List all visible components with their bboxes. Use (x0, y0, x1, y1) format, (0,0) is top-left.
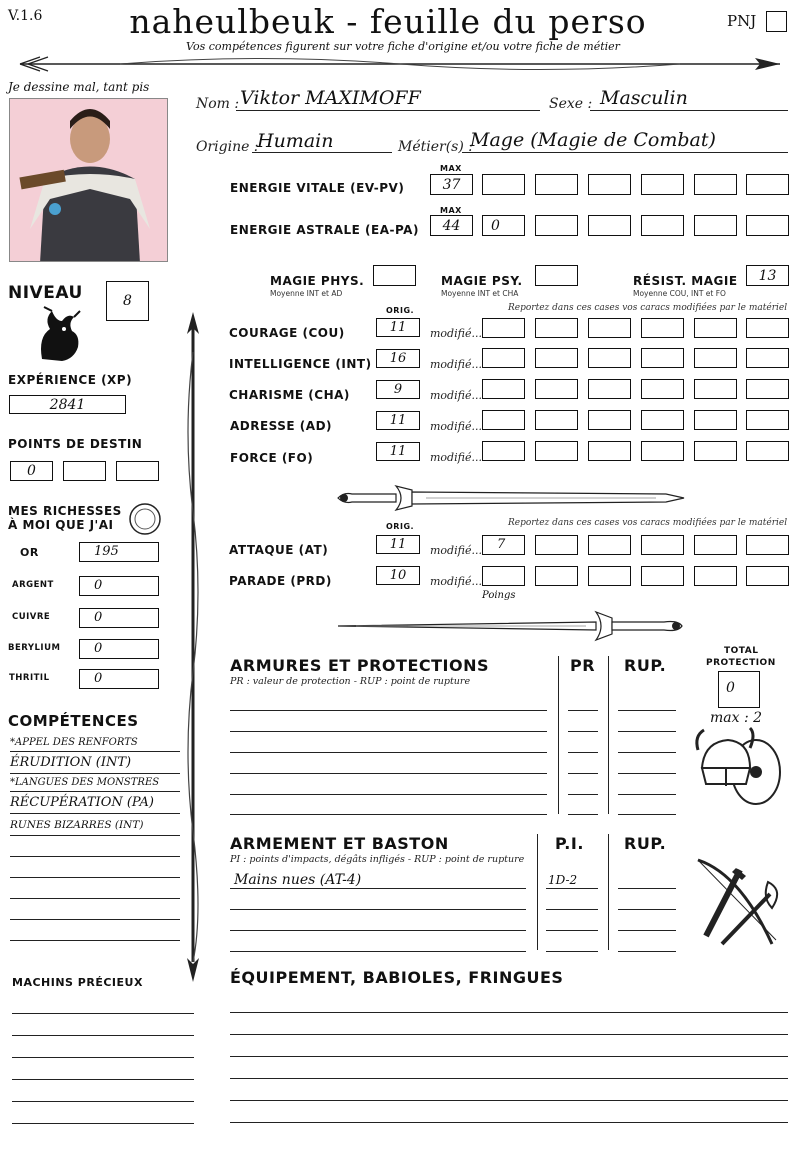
courage-mod-2[interactable] (535, 318, 578, 338)
courage-mod-1[interactable] (482, 318, 525, 338)
max-label: MAX (440, 164, 462, 173)
max-label-2: MAX (440, 206, 462, 215)
attaque-orig[interactable]: 11 (376, 535, 420, 554)
force-mod-3[interactable] (588, 441, 631, 461)
competence-item[interactable] (10, 857, 180, 878)
ea-label: ENERGIE ASTRALE (EA-PA) (230, 223, 419, 237)
staff-decoration (180, 312, 206, 982)
armures-title: ARMURES ET PROTECTIONS (230, 656, 489, 675)
sexe-label: Sexe : (549, 96, 593, 112)
cuivre-field[interactable]: 0 (79, 608, 159, 628)
total-protection-label-1: TOTAL (724, 646, 759, 656)
adresse-mod-5[interactable] (694, 410, 737, 430)
courage-mod-6[interactable] (746, 318, 789, 338)
total-protection-label-2: PROTECTION (706, 658, 776, 668)
page-title: naheulbeuk - feuille du perso (129, 2, 647, 41)
portrait (9, 98, 168, 262)
ea-max-field[interactable]: 44 (430, 215, 473, 236)
competence-item[interactable] (10, 836, 180, 857)
force-label: FORCE (FO) (230, 451, 314, 465)
thritil-field[interactable]: 0 (79, 669, 159, 689)
parade-orig[interactable]: 10 (376, 566, 420, 585)
intelligence-label: INTELLIGENCE (INT) (229, 357, 372, 371)
competence-item[interactable]: *LANGUES DES MONSTRES (10, 774, 180, 792)
intelligence-mod-1[interactable] (482, 348, 525, 368)
version-label: V.1.6 (8, 8, 43, 24)
origine-label: Origine : (196, 139, 259, 155)
resist-magie-field[interactable]: 13 (746, 265, 789, 286)
destin-box-1[interactable]: 0 (10, 461, 53, 481)
orig-label: ORIG. (386, 306, 415, 315)
parade-mod-4[interactable] (641, 566, 684, 586)
ev-max-field[interactable]: 37 (430, 174, 473, 195)
helmet-shield-icon (694, 728, 786, 808)
attaque-label: ATTAQUE (AT) (229, 543, 329, 557)
charisme-mod-6[interactable] (746, 379, 789, 399)
total-protection-field[interactable]: 0 (718, 671, 760, 708)
richesses-label-1: MES RICHESSES (8, 504, 122, 518)
argent-field[interactable]: 0 (79, 576, 159, 596)
adresse-mod-1[interactable] (482, 410, 525, 430)
intelligence-mod-2[interactable] (535, 348, 578, 368)
competence-item[interactable]: RÉCUPÉRATION (PA) (10, 792, 180, 814)
ea-box-5[interactable] (694, 215, 737, 236)
courage-mod-5[interactable] (694, 318, 737, 338)
magie-phys-label: MAGIE PHYS. (270, 274, 365, 288)
weapon-name[interactable]: Mains nues (AT-4) (234, 872, 362, 888)
magie-psy-field[interactable] (535, 265, 578, 286)
intelligence-orig[interactable]: 16 (376, 349, 420, 368)
modifie-label: modifié... (430, 358, 482, 371)
force-mod-5[interactable] (694, 441, 737, 461)
ev-box-2[interactable] (535, 174, 578, 195)
charisme-orig[interactable]: 9 (376, 380, 420, 399)
ea-box-3[interactable] (588, 215, 631, 236)
weapon-pi[interactable]: 1D-2 (548, 873, 578, 887)
crossed-weapons-icon (692, 854, 788, 950)
or-label: OR (20, 546, 39, 559)
ev-box-4[interactable] (641, 174, 684, 195)
metier-field[interactable]: Mage (Magie de Combat) (470, 129, 716, 151)
adresse-mod-3[interactable] (588, 410, 631, 430)
courage-mod-3[interactable] (588, 318, 631, 338)
sword-decoration (336, 478, 686, 518)
intelligence-mod-4[interactable] (641, 348, 684, 368)
armures-note: PR : valeur de protection - RUP : point de rupture (230, 676, 471, 687)
pi-header: P.I. (555, 834, 584, 853)
parade-mod-3[interactable] (588, 566, 631, 586)
force-orig[interactable]: 11 (376, 442, 420, 461)
pr-header: PR (570, 656, 596, 675)
resist-magie-note: Moyenne COU, INT et FO (633, 289, 726, 298)
modifie-label: modifié... (430, 544, 482, 557)
argent-label: ARGENT (12, 580, 54, 590)
combat-note: Reportez dans ces cases vos caracs modifiées par le matériel (508, 518, 788, 528)
metier-label: Métier(s) : (398, 139, 473, 155)
parade-label: PARADE (PRD) (229, 574, 332, 588)
modifie-label: modifié... (430, 327, 482, 340)
charisme-label: CHARISME (CHA) (229, 388, 350, 402)
parade-mod-5[interactable] (694, 566, 737, 586)
equipement-title: ÉQUIPEMENT, BABIOLES, FRINGUES (230, 968, 564, 987)
attaque-mod-1[interactable]: 7 (482, 535, 525, 555)
ev-label: ENERGIE VITALE (EV-PV) (230, 181, 405, 195)
modifie-label: modifié... (430, 389, 482, 402)
ev-box-5[interactable] (694, 174, 737, 195)
magie-phys-note: Moyenne INT et AD (270, 289, 343, 298)
attaque-mod-3[interactable] (588, 535, 631, 555)
attaque-mod-4[interactable] (641, 535, 684, 555)
orig-label-combat: ORIG. (386, 522, 415, 531)
parade-mod-1[interactable] (482, 566, 525, 586)
parade-mod-2[interactable] (535, 566, 578, 586)
intelligence-mod-3[interactable] (588, 348, 631, 368)
intelligence-mod-5[interactable] (694, 348, 737, 368)
niveau-field[interactable]: 8 (106, 281, 149, 321)
experience-field[interactable]: 2841 (9, 395, 126, 414)
berylium-label: BERYLIUM (8, 643, 61, 653)
page-subtitle: Vos compétences figurent sur votre fiche d'origine et/ou votre fiche de métier (186, 40, 620, 53)
force-mod-4[interactable] (641, 441, 684, 461)
caracs-note: Reportez dans ces cases vos caracs modifiées par le matériel (508, 303, 788, 313)
poings-note: Poings (482, 590, 516, 601)
competences-label: COMPÉTENCES (8, 712, 139, 730)
or-field[interactable]: 195 (79, 542, 159, 562)
resist-magie-label: RÉSIST. MAGIE (633, 274, 738, 288)
attaque-mod-2[interactable] (535, 535, 578, 555)
force-mod-1[interactable] (482, 441, 525, 461)
attaque-mod-5[interactable] (694, 535, 737, 555)
origine-field[interactable]: Humain (257, 130, 334, 152)
force-mod-6[interactable] (746, 441, 789, 461)
competence-item[interactable]: *APPEL DES RENFORTS (10, 734, 180, 752)
ea-box-1[interactable]: 0 (482, 215, 525, 236)
ev-box-6[interactable] (746, 174, 789, 195)
dragon-icon (34, 307, 82, 363)
ev-box-1[interactable] (482, 174, 525, 195)
pnj-checkbox[interactable] (766, 11, 787, 32)
adresse-label: ADRESSE (AD) (230, 419, 333, 433)
force-mod-2[interactable] (535, 441, 578, 461)
niveau-label: NIVEAU (8, 283, 83, 303)
destin-label: POINTS DE DESTIN (8, 437, 143, 451)
sexe-field[interactable]: Masculin (600, 87, 688, 109)
charisme-mod-3[interactable] (588, 379, 631, 399)
competence-item[interactable] (10, 920, 180, 941)
destin-box-3[interactable] (116, 461, 159, 481)
machins-precieux-label: MACHINS PRÉCIEUX (12, 976, 143, 989)
rup-header-2: RUP. (624, 834, 667, 853)
adresse-mod-4[interactable] (641, 410, 684, 430)
ea-box-4[interactable] (641, 215, 684, 236)
intelligence-mod-6[interactable] (746, 348, 789, 368)
portrait-caption: Je dessine mal, tant pis (8, 80, 150, 94)
adresse-mod-2[interactable] (535, 410, 578, 430)
armement-title: ARMEMENT ET BASTON (230, 834, 449, 853)
charisme-mod-2[interactable] (535, 379, 578, 399)
modifie-label: modifié... (430, 575, 482, 588)
charisme-mod-1[interactable] (482, 379, 525, 399)
ea-box-2[interactable] (535, 215, 578, 236)
magie-psy-label: MAGIE PSY. (441, 274, 523, 288)
cuivre-label: CUIVRE (12, 612, 51, 622)
parade-mod-6[interactable] (746, 566, 789, 586)
sword-decoration-2 (336, 608, 686, 644)
header-arrow-decoration (0, 55, 800, 75)
rup-header: RUP. (624, 656, 667, 675)
competence-item[interactable] (10, 899, 180, 920)
attaque-mod-6[interactable] (746, 535, 789, 555)
adresse-orig[interactable]: 11 (376, 411, 420, 430)
thritil-label: THRITIL (9, 673, 50, 683)
adresse-mod-6[interactable] (746, 410, 789, 430)
ev-box-3[interactable] (588, 174, 631, 195)
armement-note: PI : points d'impacts, dégâts infligés - RUP : point de rupture (230, 854, 525, 865)
competence-item[interactable]: RUNES BIZARRES (INT) (10, 814, 180, 836)
magie-phys-field[interactable] (373, 265, 416, 286)
coin-icon (128, 502, 162, 536)
protection-max-label: max : 2 (710, 710, 763, 726)
charisme-mod-4[interactable] (641, 379, 684, 399)
modifie-label: modifié... (430, 451, 482, 464)
competences-list (10, 734, 180, 941)
destin-box-2[interactable] (63, 461, 106, 481)
courage-mod-4[interactable] (641, 318, 684, 338)
experience-label: EXPÉRIENCE (XP) (8, 373, 133, 387)
pnj-label: PNJ (727, 12, 757, 30)
competence-item[interactable]: ÉRUDITION (INT) (10, 752, 180, 774)
ea-box-6[interactable] (746, 215, 789, 236)
competence-item[interactable] (10, 878, 180, 899)
courage-label: COURAGE (COU) (229, 326, 345, 340)
berylium-field[interactable]: 0 (79, 639, 159, 659)
richesses-label-2: À MOI QUE J'AI (8, 518, 114, 532)
charisme-mod-5[interactable] (694, 379, 737, 399)
nom-field[interactable]: Viktor MAXIMOFF (240, 87, 421, 109)
modifie-label: modifié... (430, 420, 482, 433)
courage-orig[interactable]: 11 (376, 318, 420, 337)
magie-psy-note: Moyenne INT et CHA (441, 289, 519, 298)
nom-label: Nom : (196, 96, 240, 112)
